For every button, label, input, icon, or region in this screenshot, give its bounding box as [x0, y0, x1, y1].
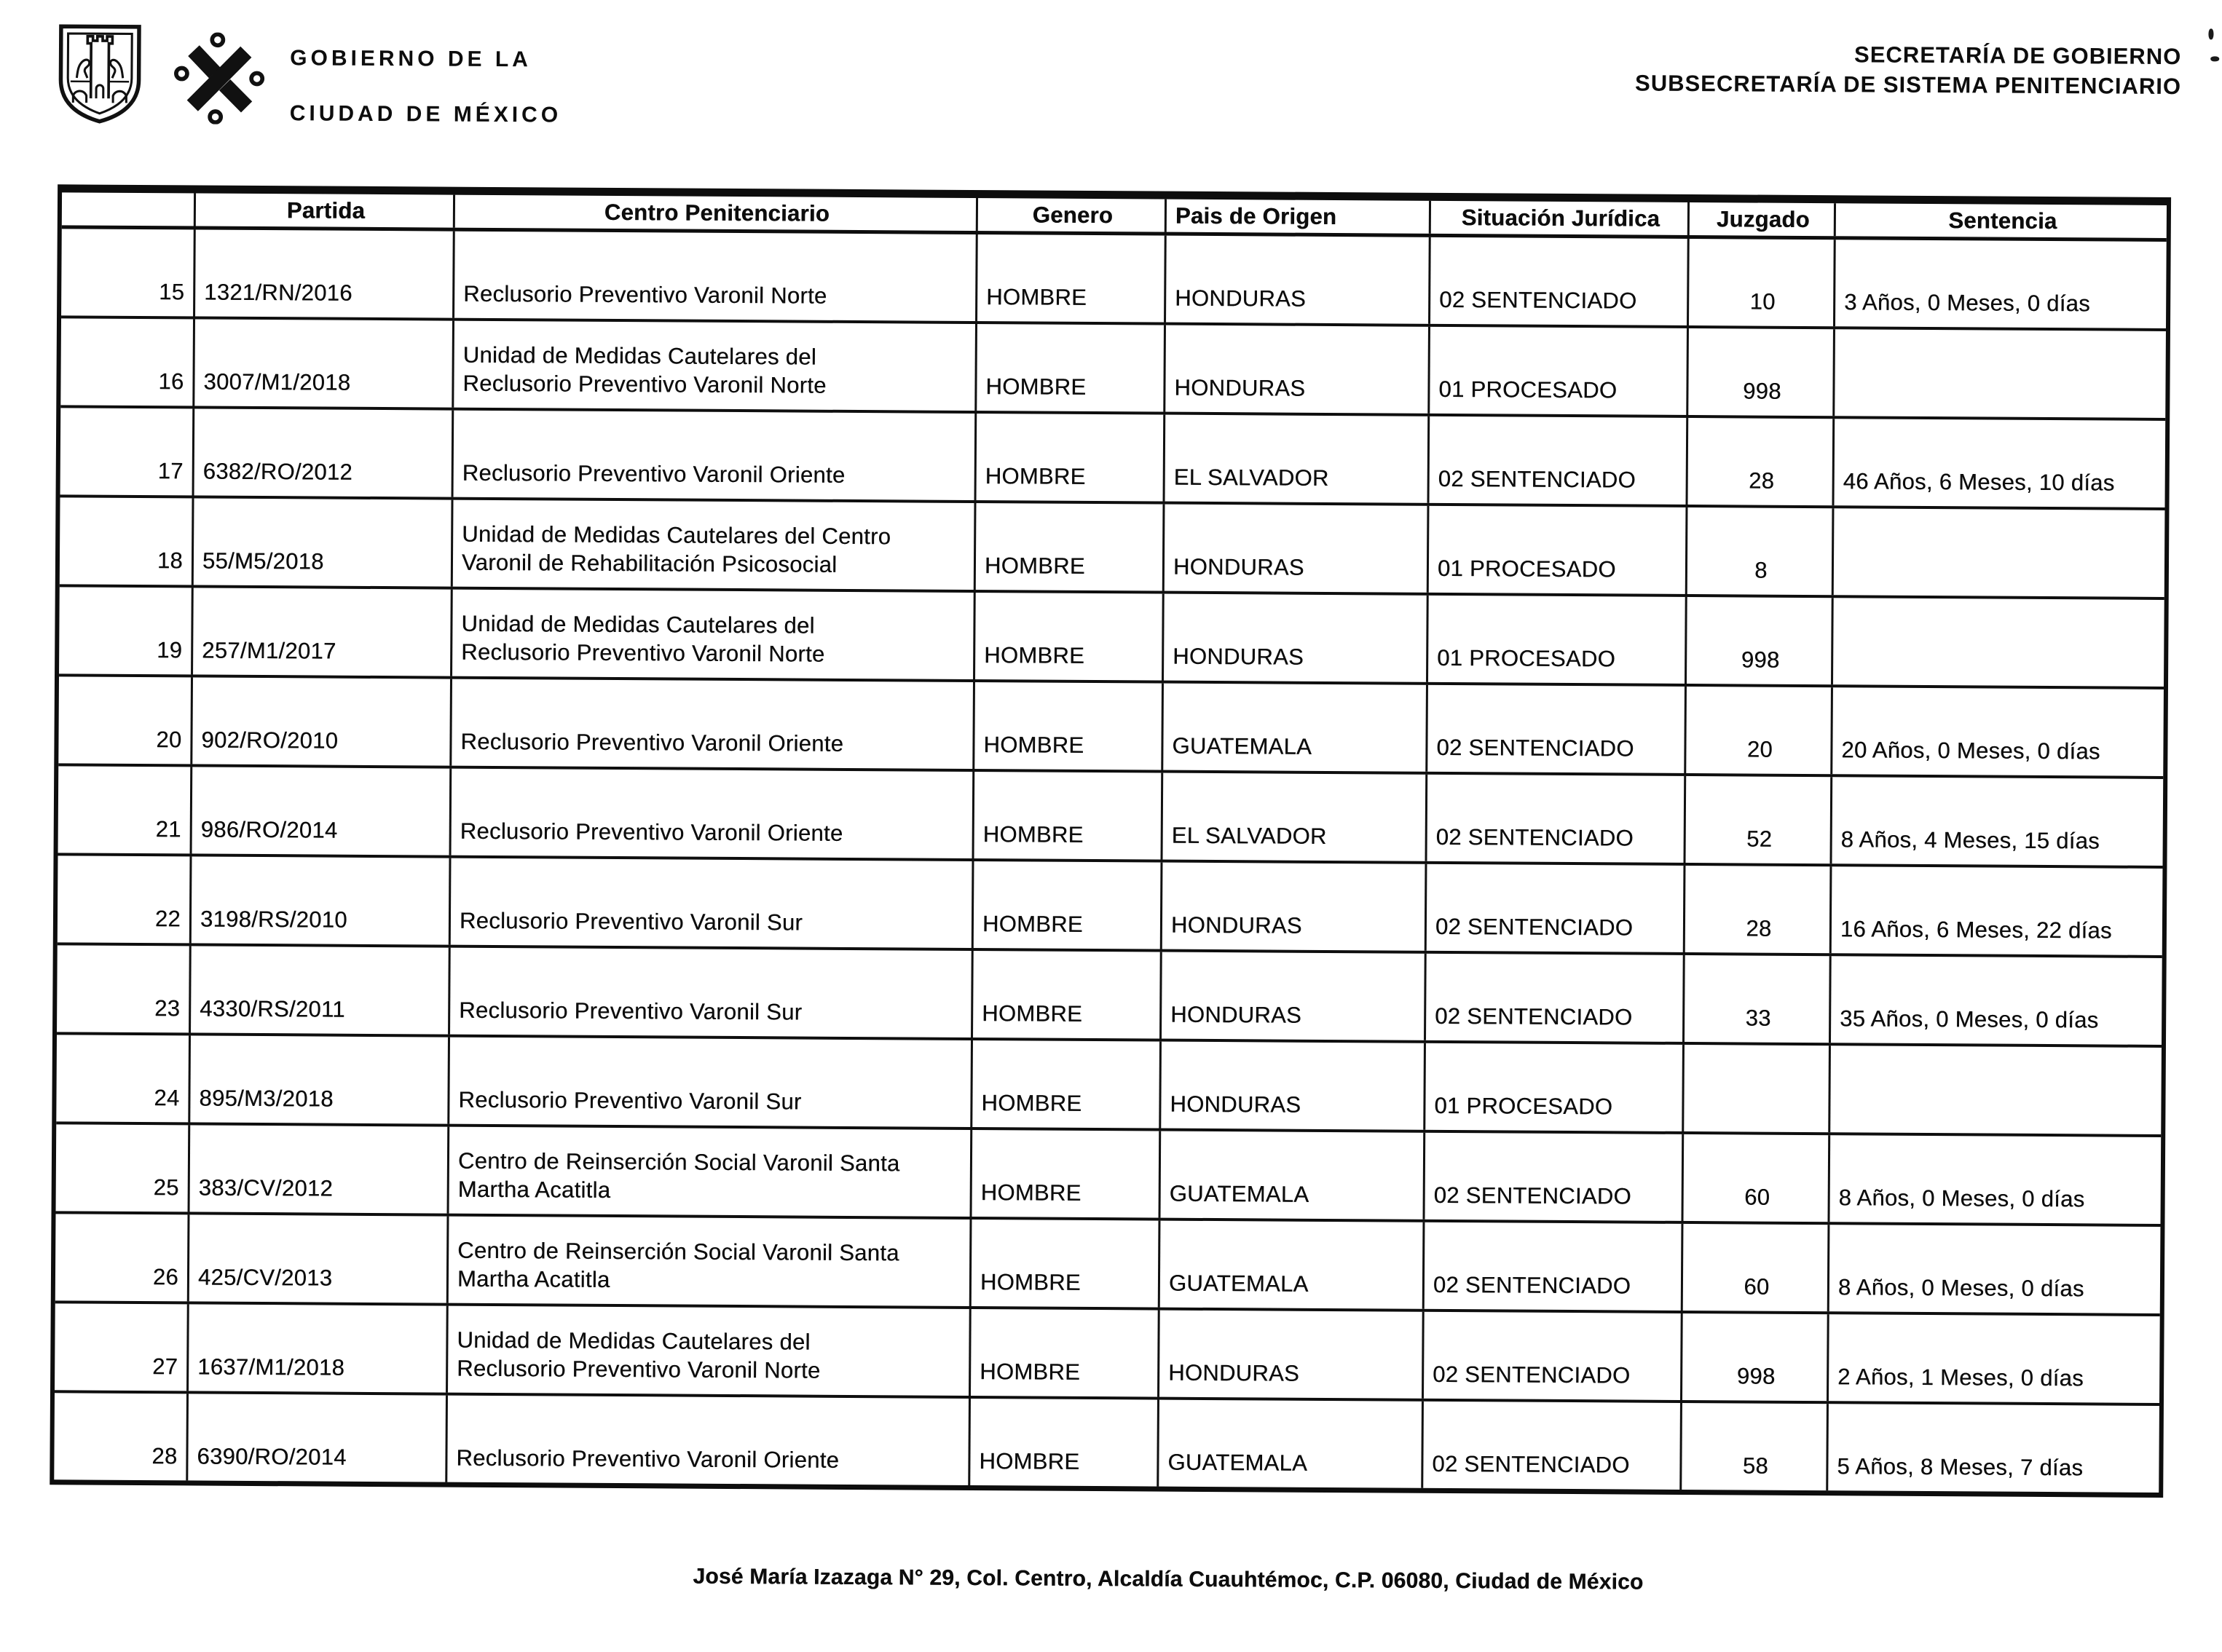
cell-genero: HOMBRE [977, 414, 1166, 502]
column-header-pais: Pais de Origen [1167, 199, 1431, 234]
cell-genero: HOMBRE [972, 1130, 1162, 1218]
cell-num: 17 [60, 408, 195, 495]
column-header-sentencia: Sentencia [1836, 203, 2167, 238]
cell-genero: HOMBRE [975, 593, 1165, 681]
cell-situacion: 01 PROCESADO [1425, 1043, 1685, 1131]
cell-juzgado [1684, 1045, 1831, 1132]
cell-partida: 895/M3/2018 [190, 1035, 450, 1123]
cell-situacion: 01 PROCESADO [1429, 506, 1688, 594]
cell-situacion: 02 SENTENCIADO [1425, 1133, 1684, 1221]
cell-centro: Reclusorio Preventivo Varonil Norte [454, 232, 978, 321]
cell-sentencia: 16 Años, 6 Meses, 22 días [1832, 866, 2163, 955]
cell-sentencia: 8 Años, 0 Meses, 0 días [1829, 1135, 2161, 1224]
cell-genero: HOMBRE [972, 1220, 1161, 1308]
cdmx-coat-of-arms-icon [55, 23, 145, 125]
column-header-situacion: Situación Jurídica [1431, 201, 1690, 235]
brand-line-1: GOBIERNO DE LA [290, 46, 532, 71]
letterhead [4, 0, 2222, 181]
table-row [54, 1393, 2159, 1493]
cell-partida: 425/CV/2013 [189, 1214, 449, 1303]
cell-genero: HOMBRE [971, 1309, 1160, 1397]
cell-juzgado: 60 [1683, 1224, 1830, 1311]
cell-centro: Reclusorio Preventivo Varonil Oriente [454, 411, 977, 500]
cell-sentencia: 3 Años, 0 Meses, 0 días [1835, 240, 2167, 328]
table-row [60, 408, 2166, 510]
cell-genero: HOMBRE [974, 682, 1164, 770]
cell-centro: Reclusorio Preventivo Varonil Sur [449, 1038, 973, 1127]
cell-genero: HOMBRE [972, 1040, 1162, 1129]
table-row [58, 676, 2164, 779]
cell-num: 18 [60, 497, 194, 585]
table-row [60, 318, 2166, 421]
cell-centro: Reclusorio Preventivo Varonil Oriente [452, 679, 975, 769]
cell-genero: HOMBRE [977, 234, 1167, 323]
brand-wordmark [290, 44, 562, 129]
cell-centro: Reclusorio Preventivo Varonil Sur [450, 948, 974, 1038]
cell-num: 21 [58, 766, 193, 853]
cell-genero: HOMBRE [970, 1399, 1159, 1487]
cell-situacion: 02 SENTENCIADO [1427, 864, 1686, 952]
table-row [61, 229, 2167, 331]
cell-centro: Unidad de Medidas Cautelares del Centro Varonil de Rehabilitación Psicosocial [453, 500, 977, 590]
cell-num: 15 [61, 229, 196, 316]
cell-genero: HOMBRE [976, 503, 1165, 591]
cell-sentencia: 8 Años, 0 Meses, 0 días [1829, 1225, 2161, 1313]
cell-centro: Reclusorio Preventivo Varonil Sur [451, 858, 974, 948]
column-header-juzgado: Juzgado [1690, 202, 1836, 236]
table-row [59, 587, 2164, 689]
cell-juzgado: 998 [1687, 597, 1834, 684]
cell-situacion: 02 SENTENCIADO [1424, 1312, 1683, 1400]
cell-genero: HOMBRE [974, 861, 1163, 949]
cell-partida: 6382/RO/2012 [194, 408, 454, 497]
cell-pais: HONDURAS [1165, 505, 1430, 593]
cell-situacion: 01 PROCESADO [1428, 596, 1687, 684]
column-header-centro: Centro Penitenciario [455, 195, 978, 231]
cell-genero: HOMBRE [974, 772, 1164, 860]
cell-situacion: 02 SENTENCIADO [1427, 685, 1687, 773]
cell-partida: 1321/RN/2016 [195, 229, 455, 317]
cell-centro: Centro de Reinserción Social Varonil Santa Martha Acatitla [449, 1217, 972, 1306]
table-row [56, 1124, 2162, 1227]
cell-situacion: 02 SENTENCIADO [1430, 237, 1690, 325]
cell-sentencia: 20 Años, 0 Meses, 0 días [1832, 687, 2164, 776]
cell-pais: GUATEMALA [1161, 1131, 1426, 1220]
cell-sentencia: 8 Años, 4 Meses, 15 días [1832, 777, 2163, 866]
cell-pais: HONDURAS [1165, 325, 1430, 414]
table-row [57, 945, 2162, 1048]
secretariat-line-1: SECRETARÍA DE GOBIERNO [1635, 39, 2181, 72]
cell-genero: HOMBRE [973, 951, 1162, 1039]
cell-partida: 902/RO/2010 [192, 677, 452, 765]
table-row [56, 1035, 2162, 1137]
cdmx-x-logo-icon [173, 32, 266, 125]
cell-partida: 55/M5/2018 [194, 498, 454, 586]
cell-sentencia [1834, 508, 2165, 597]
cell-juzgado: 998 [1688, 328, 1835, 416]
cell-centro: Reclusorio Preventivo Varonil Oriente [447, 1396, 971, 1485]
scan-artifact [2210, 56, 2219, 61]
brand-line-2: CIUDAD DE MÉXICO [290, 101, 562, 127]
cell-num: 27 [55, 1303, 189, 1391]
cell-pais: GUATEMALA [1160, 1221, 1425, 1309]
cell-juzgado: 28 [1685, 866, 1832, 953]
cell-juzgado: 8 [1687, 507, 1835, 595]
cell-pais: EL SALVADOR [1163, 773, 1428, 861]
cell-num: 25 [56, 1124, 191, 1212]
cell-partida: 1637/M1/2018 [189, 1304, 449, 1392]
cell-num: 28 [54, 1393, 189, 1480]
column-header-partida: Partida [196, 193, 455, 227]
cell-num: 23 [57, 945, 192, 1032]
cell-centro: Unidad de Medidas Cautelares del Reclusorio Preventivo Varonil Norte [448, 1306, 972, 1396]
cell-num: 26 [55, 1214, 190, 1301]
cell-centro: Reclusorio Preventivo Varonil Oriente [452, 769, 975, 858]
cell-genero: HOMBRE [977, 324, 1166, 412]
cell-num: 22 [58, 855, 192, 943]
table-row [58, 855, 2163, 958]
cell-partida: 6390/RO/2014 [188, 1394, 448, 1482]
column-header-num [62, 192, 196, 226]
cell-pais: EL SALVADOR [1165, 415, 1430, 503]
cell-partida: 986/RO/2014 [192, 767, 452, 855]
cell-num: 16 [60, 318, 195, 406]
cell-pais: GUATEMALA [1163, 684, 1428, 772]
column-header-genero: Genero [978, 198, 1167, 232]
cell-juzgado: 28 [1688, 418, 1835, 505]
cell-partida: 4330/RS/2011 [191, 946, 451, 1034]
cell-sentencia [1830, 1046, 2162, 1134]
cell-juzgado: 60 [1683, 1134, 1830, 1222]
cell-juzgado: 10 [1689, 239, 1836, 326]
cell-sentencia [1833, 598, 2164, 687]
cell-num: 19 [59, 587, 194, 674]
cell-juzgado: 52 [1685, 776, 1832, 863]
cell-sentencia [1835, 329, 2166, 418]
table-row [55, 1214, 2161, 1316]
cell-situacion: 02 SENTENCIADO [1423, 1402, 1682, 1490]
cell-sentencia: 5 Años, 8 Meses, 7 días [1828, 1404, 2159, 1493]
secretariat-line-2: SUBSECRETARÍA DE SISTEMA PENITENCIARIO [1635, 68, 2181, 102]
cell-sentencia: 35 Años, 0 Meses, 0 días [1831, 956, 2162, 1045]
cell-centro: Unidad de Medidas Cautelares del Reclusorio Preventivo Varonil Norte [452, 590, 976, 679]
cell-situacion: 02 SENTENCIADO [1425, 1222, 1684, 1311]
cell-situacion: 02 SENTENCIADO [1430, 416, 1689, 505]
cell-pais: HONDURAS [1159, 1311, 1425, 1399]
cell-juzgado: 33 [1685, 955, 1832, 1043]
cell-pais: HONDURAS [1161, 1042, 1426, 1130]
cell-situacion: 02 SENTENCIADO [1427, 775, 1687, 863]
cell-juzgado: 58 [1682, 1403, 1829, 1490]
cell-partida: 3198/RS/2010 [192, 856, 452, 944]
cell-sentencia: 2 Años, 1 Meses, 0 días [1829, 1314, 2160, 1403]
footer-address: José María Izazaga N° 29, Col. Centro, Alcaldía Cuauhtémoc, C.P. 06080, Ciudad de México [0, 1560, 2218, 1599]
table-row [58, 766, 2164, 869]
cell-juzgado: 20 [1686, 687, 1833, 774]
cell-partida: 383/CV/2012 [190, 1125, 450, 1213]
table-row [60, 497, 2165, 600]
cell-pais: GUATEMALA [1159, 1400, 1424, 1488]
records-table [50, 184, 2171, 1498]
cell-pais: HONDURAS [1164, 594, 1429, 682]
cell-num: 24 [56, 1035, 191, 1122]
cell-partida: 3007/M1/2018 [194, 319, 454, 407]
scan-artifact [2208, 28, 2213, 39]
secretariat-block [1635, 39, 2181, 102]
cell-pais: HONDURAS [1166, 236, 1431, 324]
cell-juzgado: 998 [1682, 1313, 1829, 1401]
cell-centro: Unidad de Medidas Cautelares del Reclusorio Preventivo Varonil Norte [454, 321, 977, 411]
cell-sentencia: 46 Años, 6 Meses, 10 días [1834, 419, 2165, 507]
cell-num: 20 [58, 676, 193, 764]
cell-pais: HONDURAS [1162, 863, 1427, 951]
cell-centro: Centro de Reinserción Social Varonil Santa Martha Acatitla [449, 1127, 973, 1217]
cell-pais: HONDURAS [1162, 952, 1427, 1040]
table-row [55, 1303, 2160, 1406]
cell-situacion: 02 SENTENCIADO [1426, 954, 1685, 1042]
cell-situacion: 01 PROCESADO [1430, 327, 1689, 415]
cell-partida: 257/M1/2017 [193, 588, 453, 676]
